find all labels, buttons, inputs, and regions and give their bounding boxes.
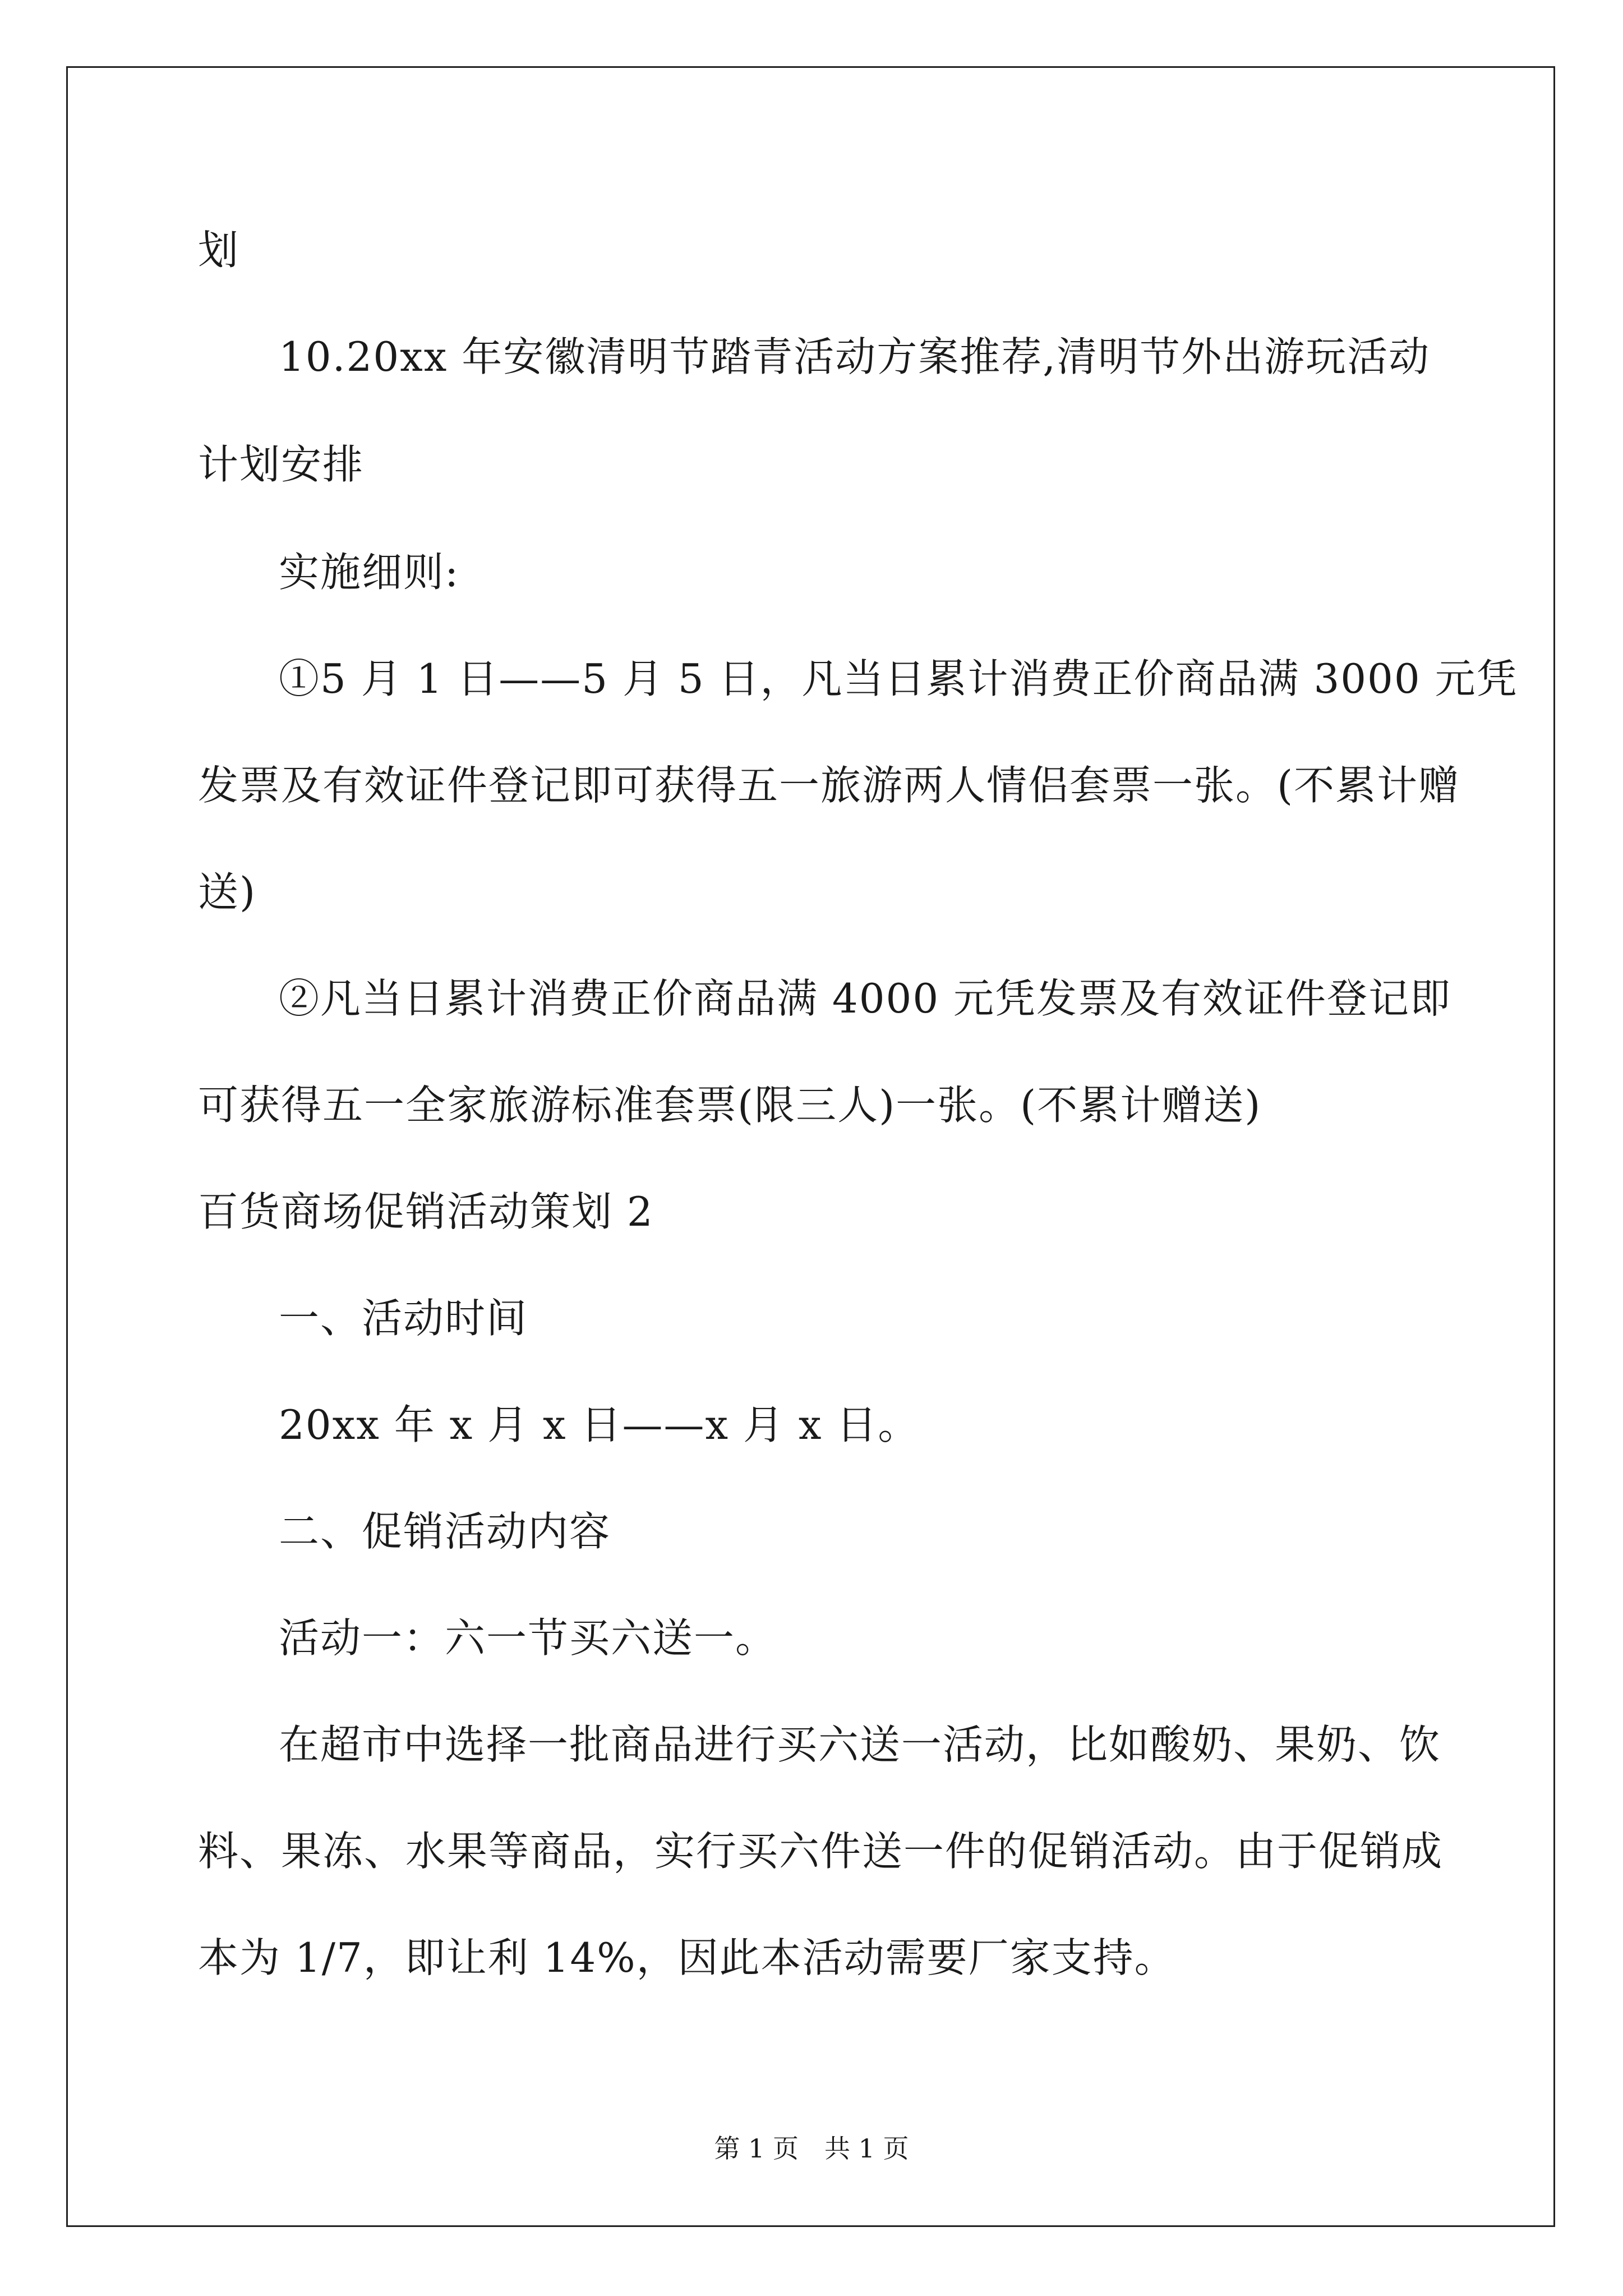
text-line: 划: [198, 227, 240, 274]
text-line: 计划安排: [198, 441, 365, 488]
page-footer: 第 1 页 共 1 页: [714, 2133, 909, 2164]
text-line: 一、活动时间: [279, 1295, 528, 1342]
text-line: 本为 1/7，即让利 14%，因此本活动需要厂家支持。: [198, 1934, 1176, 1981]
text-line: 实施细则:: [279, 549, 460, 596]
text-line: 在超市中选择一批商品进行买六送一活动，比如酸奶、果奶、饮: [279, 1721, 1441, 1768]
text-line: 可获得五一全家旅游标准套票(限三人)一张。(不累计赠送): [198, 1082, 1262, 1129]
text-line: 送): [198, 868, 257, 915]
text-line: 20xx 年 x 月 x 日——x 月 x 日。: [279, 1401, 920, 1448]
text-line: ①5 月 1 日——5 月 5 日，凡当日累计消费正价商品满 3000 元凭: [279, 655, 1518, 702]
text-line: 发票及有效证件登记即可获得五一旅游两人情侣套票一张。(不累计赠: [198, 762, 1460, 809]
text-line: 活动一：六一节买六送一。: [279, 1614, 777, 1662]
text-line: 二、促销活动内容: [279, 1508, 611, 1555]
text-line: ②凡当日累计消费正价商品满 4000 元凭发票及有效证件登记即: [279, 975, 1452, 1022]
page-border: [66, 66, 1555, 2227]
text-line: 料、果冻、水果等商品，实行买六件送一件的促销活动。由于促销成: [198, 1828, 1444, 1875]
section-heading: 百货商场促销活动策划 2: [198, 1188, 654, 1235]
text-line: 10.20xx 年安徽清明节踏青活动方案推荐,清明节外出游玩活动: [279, 333, 1431, 380]
